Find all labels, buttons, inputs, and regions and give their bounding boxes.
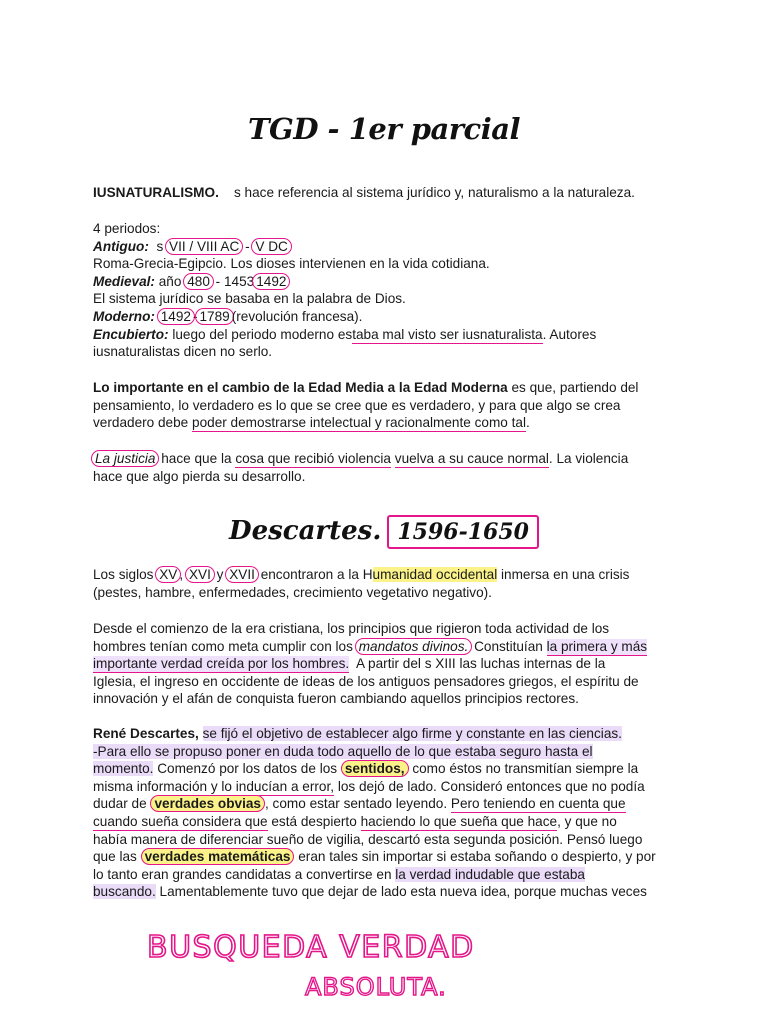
circled-highlight: sentidos, <box>341 760 409 777</box>
text: (pestes, hambre, enfermedades, crecimiento vegetativo negativo). <box>93 584 492 600</box>
circled-highlight: verdades obvias <box>150 795 265 812</box>
text: verdadero debe <box>93 415 189 431</box>
underlined-text: poder demostrarse intelectual y racionalmente como tal <box>192 415 526 431</box>
period-desc: El sistema jurídico se basaba en la palabra de Dios. <box>93 291 406 307</box>
circled-year: 1492 <box>252 273 290 290</box>
circled-text: XVII <box>225 566 259 583</box>
text: A partir del s XIII las luchas internas de la <box>355 656 606 672</box>
text: pensamiento, lo verdadero es lo que se cree que es verdadero, y para que algo se crea <box>93 397 621 413</box>
period-note: (revolución francesa). <box>231 308 363 324</box>
circled-text: XVI <box>185 566 215 583</box>
underlined-text: taba mal visto ser iusnaturalista <box>352 326 543 342</box>
section-title-text: Descartes. <box>229 516 382 546</box>
circled-year: 480 <box>183 273 214 290</box>
text: como éstos no transmitían siempre la <box>412 761 639 777</box>
period-label: Medieval: <box>93 273 155 289</box>
text: dudar de <box>93 796 147 812</box>
highlighted-text: momento. <box>93 761 154 777</box>
text: que las <box>93 849 137 865</box>
period-label: Moderno: <box>93 308 155 324</box>
text: los dejó de lado. Consideró entonces que no podía <box>337 778 645 794</box>
text: y <box>216 567 224 582</box>
text: , como estar sentado leyendo. <box>265 796 448 812</box>
text: hombres tenían como meta cumplir con los <box>93 638 353 654</box>
text: inmersa en una crisis <box>501 567 630 582</box>
dash: - <box>245 238 250 254</box>
period-prefix: año <box>158 273 182 289</box>
bold-lead: René Descartes, <box>93 726 199 741</box>
text: Iglesia, el ingreso en occidente de ideas de los antiguos pensadores griegos, el espíritu de <box>93 673 639 689</box>
circled-year: 1492 <box>157 308 195 325</box>
text: Los siglos <box>93 567 154 582</box>
underlined-text: inducían a error, <box>235 778 335 794</box>
text: . La violencia <box>548 451 629 466</box>
circled-range: VII / VIII AC <box>165 238 243 255</box>
circled-text: La justicia <box>91 450 159 467</box>
highlighted-text: buscando. <box>93 884 156 900</box>
text: misma información y lo <box>93 778 232 794</box>
text: lo tanto eran grandes candidatas a convertirse en <box>93 866 392 882</box>
text: eran tales sin importar si estaba soñando o despierto, y por <box>298 849 656 865</box>
circled-year: 1789 <box>195 308 233 325</box>
underlined-text: vuelva a su cauce normal <box>394 451 549 466</box>
text: Desde el comienzo de la era cristiana, los principios que rigieron toda actividad de los <box>93 621 610 636</box>
text: Constituían <box>474 638 543 654</box>
text: . <box>526 415 530 431</box>
period-text: . Autores <box>542 326 597 342</box>
underlined-text: cuando sueña considera que <box>93 813 268 829</box>
text: , y que no <box>557 813 617 829</box>
text: había manera de diferenciar sueño de vigilia, descartó esta segunda posición. Pensó luego <box>93 831 643 847</box>
text: es que, partiendo del <box>511 380 639 395</box>
highlighted-text: umanidad occidental <box>372 567 498 582</box>
period-label: Encubierto: <box>93 326 169 342</box>
underlined-text: haciendo lo que sueña que hace <box>360 813 558 829</box>
period-label: Antiguo: <box>93 238 149 254</box>
highlighted-text: -Para ello se propuso poner en duda todo aquello de lo que estaba seguro hasta el <box>93 743 593 759</box>
underlined-text: la primera y más <box>546 638 648 654</box>
text: encontraron a la H <box>260 567 373 582</box>
page-title: TGD - 1er parcial <box>247 112 521 146</box>
circled-text: XV <box>155 566 181 583</box>
text: hace que algo pierda su desarrollo. <box>93 468 306 484</box>
period-desc: Roma-Grecia-Egipcio. Los dioses intervienen en la vida cotidiana. <box>93 256 490 272</box>
period-text: luego del periodo moderno es <box>172 326 353 342</box>
term: IUSNATURALISMO. <box>93 185 219 200</box>
periods-heading: 4 periodos: <box>93 221 161 236</box>
dash: - <box>192 308 198 324</box>
handwriting-line-1: BUSQUEDA VERDAD <box>147 930 475 965</box>
text: hace que la <box>161 451 232 466</box>
handwriting-line-2: ABSOLUTA. <box>305 973 447 1001</box>
underlined-text: importante verdad creída por los hombres. <box>93 656 350 672</box>
circled-highlight: verdades matemáticas <box>141 848 295 865</box>
underlined-text: Pero teniendo en cuenta que <box>450 796 626 812</box>
boxed-dates: 1596-1650 <box>387 515 539 549</box>
text: está despierto <box>271 813 357 829</box>
text: Lamentablemente tuvo que dejar de lado esta nueva idea, porque muchas veces <box>159 884 647 900</box>
period-prefix: s <box>156 238 164 254</box>
circled-range: V DC <box>251 238 291 255</box>
text: Comenzó por los datos de los <box>157 761 338 777</box>
text: , <box>179 567 184 582</box>
text: innovación y el afán de conquista fueron cambiando aquellos principios rectores. <box>93 691 579 707</box>
period-text: iusnaturalistas dicen no serlo. <box>93 344 273 360</box>
highlighted-text: la verdad indudable que estaba <box>395 866 585 882</box>
circled-text: mandatos divinos. <box>355 638 473 655</box>
highlighted-text: se fijó el objetivo de establecer algo firme y constante en las ciencias. <box>202 726 622 741</box>
year-mid: - 1453 <box>215 273 255 289</box>
term-definition: s hace referencia al sistema jurídico y, naturalismo a la naturaleza. <box>233 185 635 200</box>
underlined-text: cosa que recibió violencia <box>235 451 391 466</box>
bold-lead: Lo importante en el cambio de la Edad Media a la Edad Moderna <box>93 380 508 395</box>
